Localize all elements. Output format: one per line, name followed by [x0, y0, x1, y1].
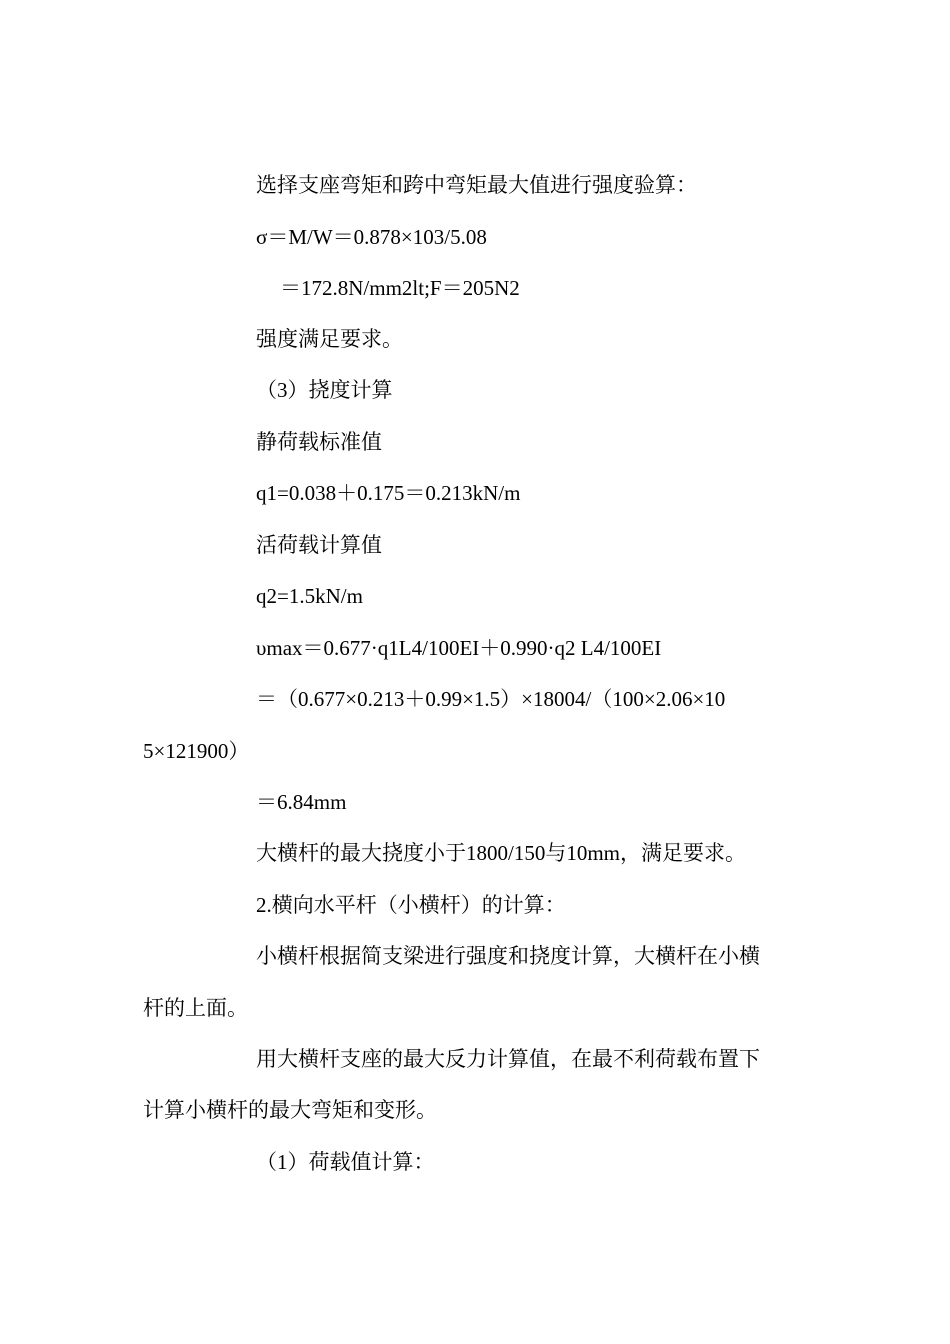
text-line: 杆的上面。 — [143, 996, 248, 1020]
formula-line: σ＝M/W＝0.878×103/5.08 — [256, 225, 487, 249]
text-line: 选择支座弯矩和跨中弯矩最大值进行强度验算： — [256, 173, 697, 197]
formula-line: ＝6.84mm — [256, 790, 347, 814]
formula-line: 5×121900） — [143, 739, 250, 763]
section-heading: 2.横向水平杆（小横杆）的计算： — [256, 893, 566, 917]
text-line: 大横杆的最大挠度小于1800/150与10mm，满足要求。 — [256, 841, 747, 865]
formula-line: q1=0.038＋0.175＝0.213kN/m — [256, 481, 521, 505]
formula-line: υmax＝0.677·q1L4/100EI＋0.990·q2 L4/100EI — [256, 636, 662, 660]
text-line: 小横杆根据简支梁进行强度和挠度计算，大横杆在小横 — [256, 944, 760, 968]
text-line: 静荷载标准值 — [256, 430, 382, 454]
formula-line: ＝（0.677×0.213＋0.99×1.5）×18004/（100×2.06×10 — [256, 687, 726, 711]
formula-line: ＝172.8N/mm2lt;F＝205N2 — [280, 276, 520, 300]
section-heading: （1）荷载值计算： — [256, 1150, 435, 1174]
text-line: 用大横杆支座的最大反力计算值，在最不利荷载布置下 — [256, 1047, 760, 1071]
text-line: 计算小横杆的最大弯矩和变形。 — [143, 1098, 437, 1122]
text-line: 活荷载计算值 — [256, 533, 382, 557]
formula-line: q2=1.5kN/m — [256, 584, 363, 608]
section-heading: （3）挠度计算 — [256, 378, 393, 402]
text-line: 强度满足要求。 — [256, 327, 403, 351]
